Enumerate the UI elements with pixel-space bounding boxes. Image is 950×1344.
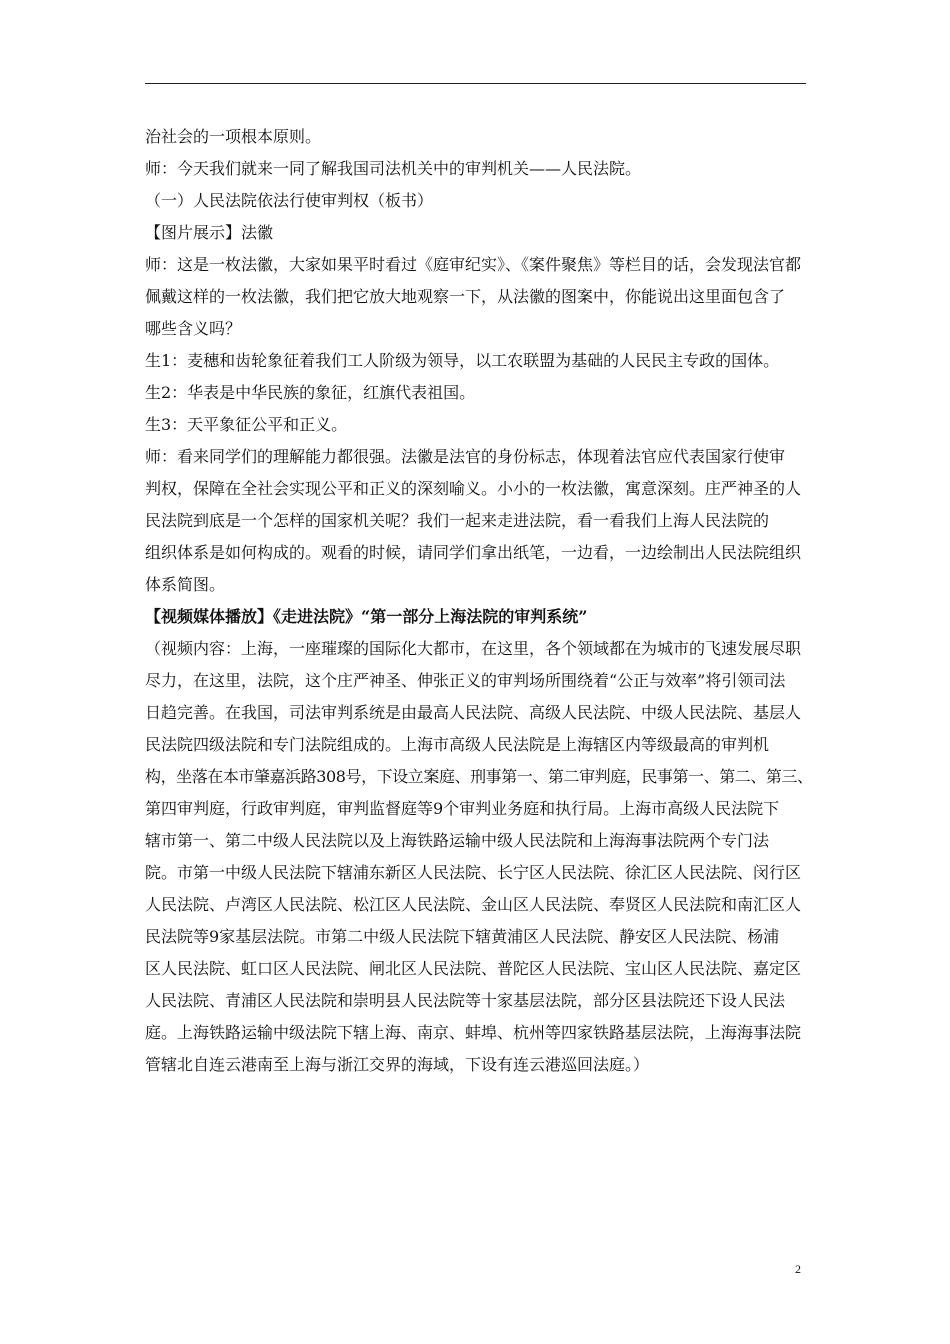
text-line: 生1：麦穗和齿轮象征着我们工人阶级为领导，以工农联盟为基础的人民民主专政的国体。 <box>145 351 780 370</box>
text-line: 体系简图。 <box>145 575 226 594</box>
page-body <box>145 121 815 1081</box>
text-line: 区人民法院、虹口区人民法院、闸北区人民法院、普陀区人民法院、宝山区人民法院、嘉定区 <box>145 959 802 978</box>
text-line: 民法院到底是一个怎样的国家机关呢？我们一起来走进法院，看一看我们上海人民法院的 <box>145 511 770 530</box>
text-line: 人民法院、卢湾区人民法院、松江区人民法院、金山区人民法院、奉贤区人民法院和南汇区人 <box>145 895 802 914</box>
text-line: 治社会的一项根本原则。 <box>145 127 322 146</box>
text-line: 尽力，在这里，法院，这个庄严神圣、伸张正义的审判场所围绕着“公正与效率”将引领司法 <box>145 671 786 690</box>
text-line: 师：今天我们就来一同了解我国司法机关中的审判机关——人民法院。 <box>145 159 642 178</box>
text-line: 日趋完善。在我国，司法审判系统是由最高人民法院、高级人民法院、中级人民法院、基层人 <box>145 703 802 722</box>
text-line: 【视频媒体播放】《走进法院》“第一部分上海法院的审判系统” <box>145 607 588 626</box>
text-line: 哪些含义吗？ <box>145 319 242 338</box>
text-line: 管辖北自连云港南至上海与浙江交界的海域，下设有连云港巡回法庭。） <box>145 1055 650 1074</box>
text-line: 组织体系是如何构成的。观看的时候，请同学们拿出纸笔，一边看，一边绘制出人民法院组织 <box>145 543 802 562</box>
text-line: 师：这是一枚法徽，大家如果平时看过《庭审纪实》、《案件聚焦》等栏目的话，会发现法官都 <box>145 255 802 274</box>
text-line: 院。市第一中级人民法院下辖浦东新区人民法院、长宁区人民法院、徐汇区人民法院、闵行区 <box>145 863 802 882</box>
text-line: 人民法院、青浦区人民法院和崇明县人民法院等十家基层法院，部分区县法院还下设人民法 <box>145 991 786 1010</box>
text-line: 庭。上海铁路运输中级法院下辖上海、南京、蚌埠、杭州等四家铁路基层法院，上海海事法院 <box>145 1023 802 1042</box>
text-line: 生2：华表是中华民族的象征，红旗代表祖国。 <box>145 383 476 402</box>
text-line: 生3：天平象征公平和正义。 <box>145 415 348 434</box>
text-line: 佩戴这样的一枚法徽，我们把它放大地观察一下，从法徽的图案中，你能说出这里面包含了 <box>145 287 786 306</box>
text-line: 第四审判庭，行政审判庭，审判监督庭等9个审判业务庭和执行局。上海市高级人民法院下 <box>145 799 780 818</box>
text-line: （一）人民法院依法行使审判权（板书） <box>145 191 434 210</box>
text-line: （视频内容：上海，一座璀璨的国际化大都市，在这里，各个领域都在为城市的飞速发展尽职 <box>145 639 802 658</box>
text-line: 【图片展示】法徽 <box>145 223 274 242</box>
text-line: 民法院等9家基层法院。市第二中级人民法院下辖黄浦区人民法院、静安区人民法院、杨浦 <box>145 927 780 946</box>
text-line: 民法院四级法院和专门法院组成的。上海市高级人民法院是上海辖区内等级最高的审判机 <box>145 735 770 754</box>
text-line: 辖市第一、第二中级人民法院以及上海铁路运输中级人民法院和上海海事法院两个专门法 <box>145 831 770 850</box>
page-number: 2 <box>795 1262 801 1276</box>
text-line: 构，坐落在本市肇嘉浜路308号，下设立案庭、刑事第一、第二审判庭，民事第一、第二、第三、 <box>145 767 813 786</box>
text-line: 师：看来同学们的理解能力都很强。法徽是法官的身份标志，体现着法官应代表国家行使审 <box>145 447 786 466</box>
text-line: 判权，保障在全社会实现公平和正义的深刻喻义。小小的一枚法徽，寓意深刻。庄严神圣的人 <box>145 479 802 498</box>
header-rule <box>145 83 806 84</box>
